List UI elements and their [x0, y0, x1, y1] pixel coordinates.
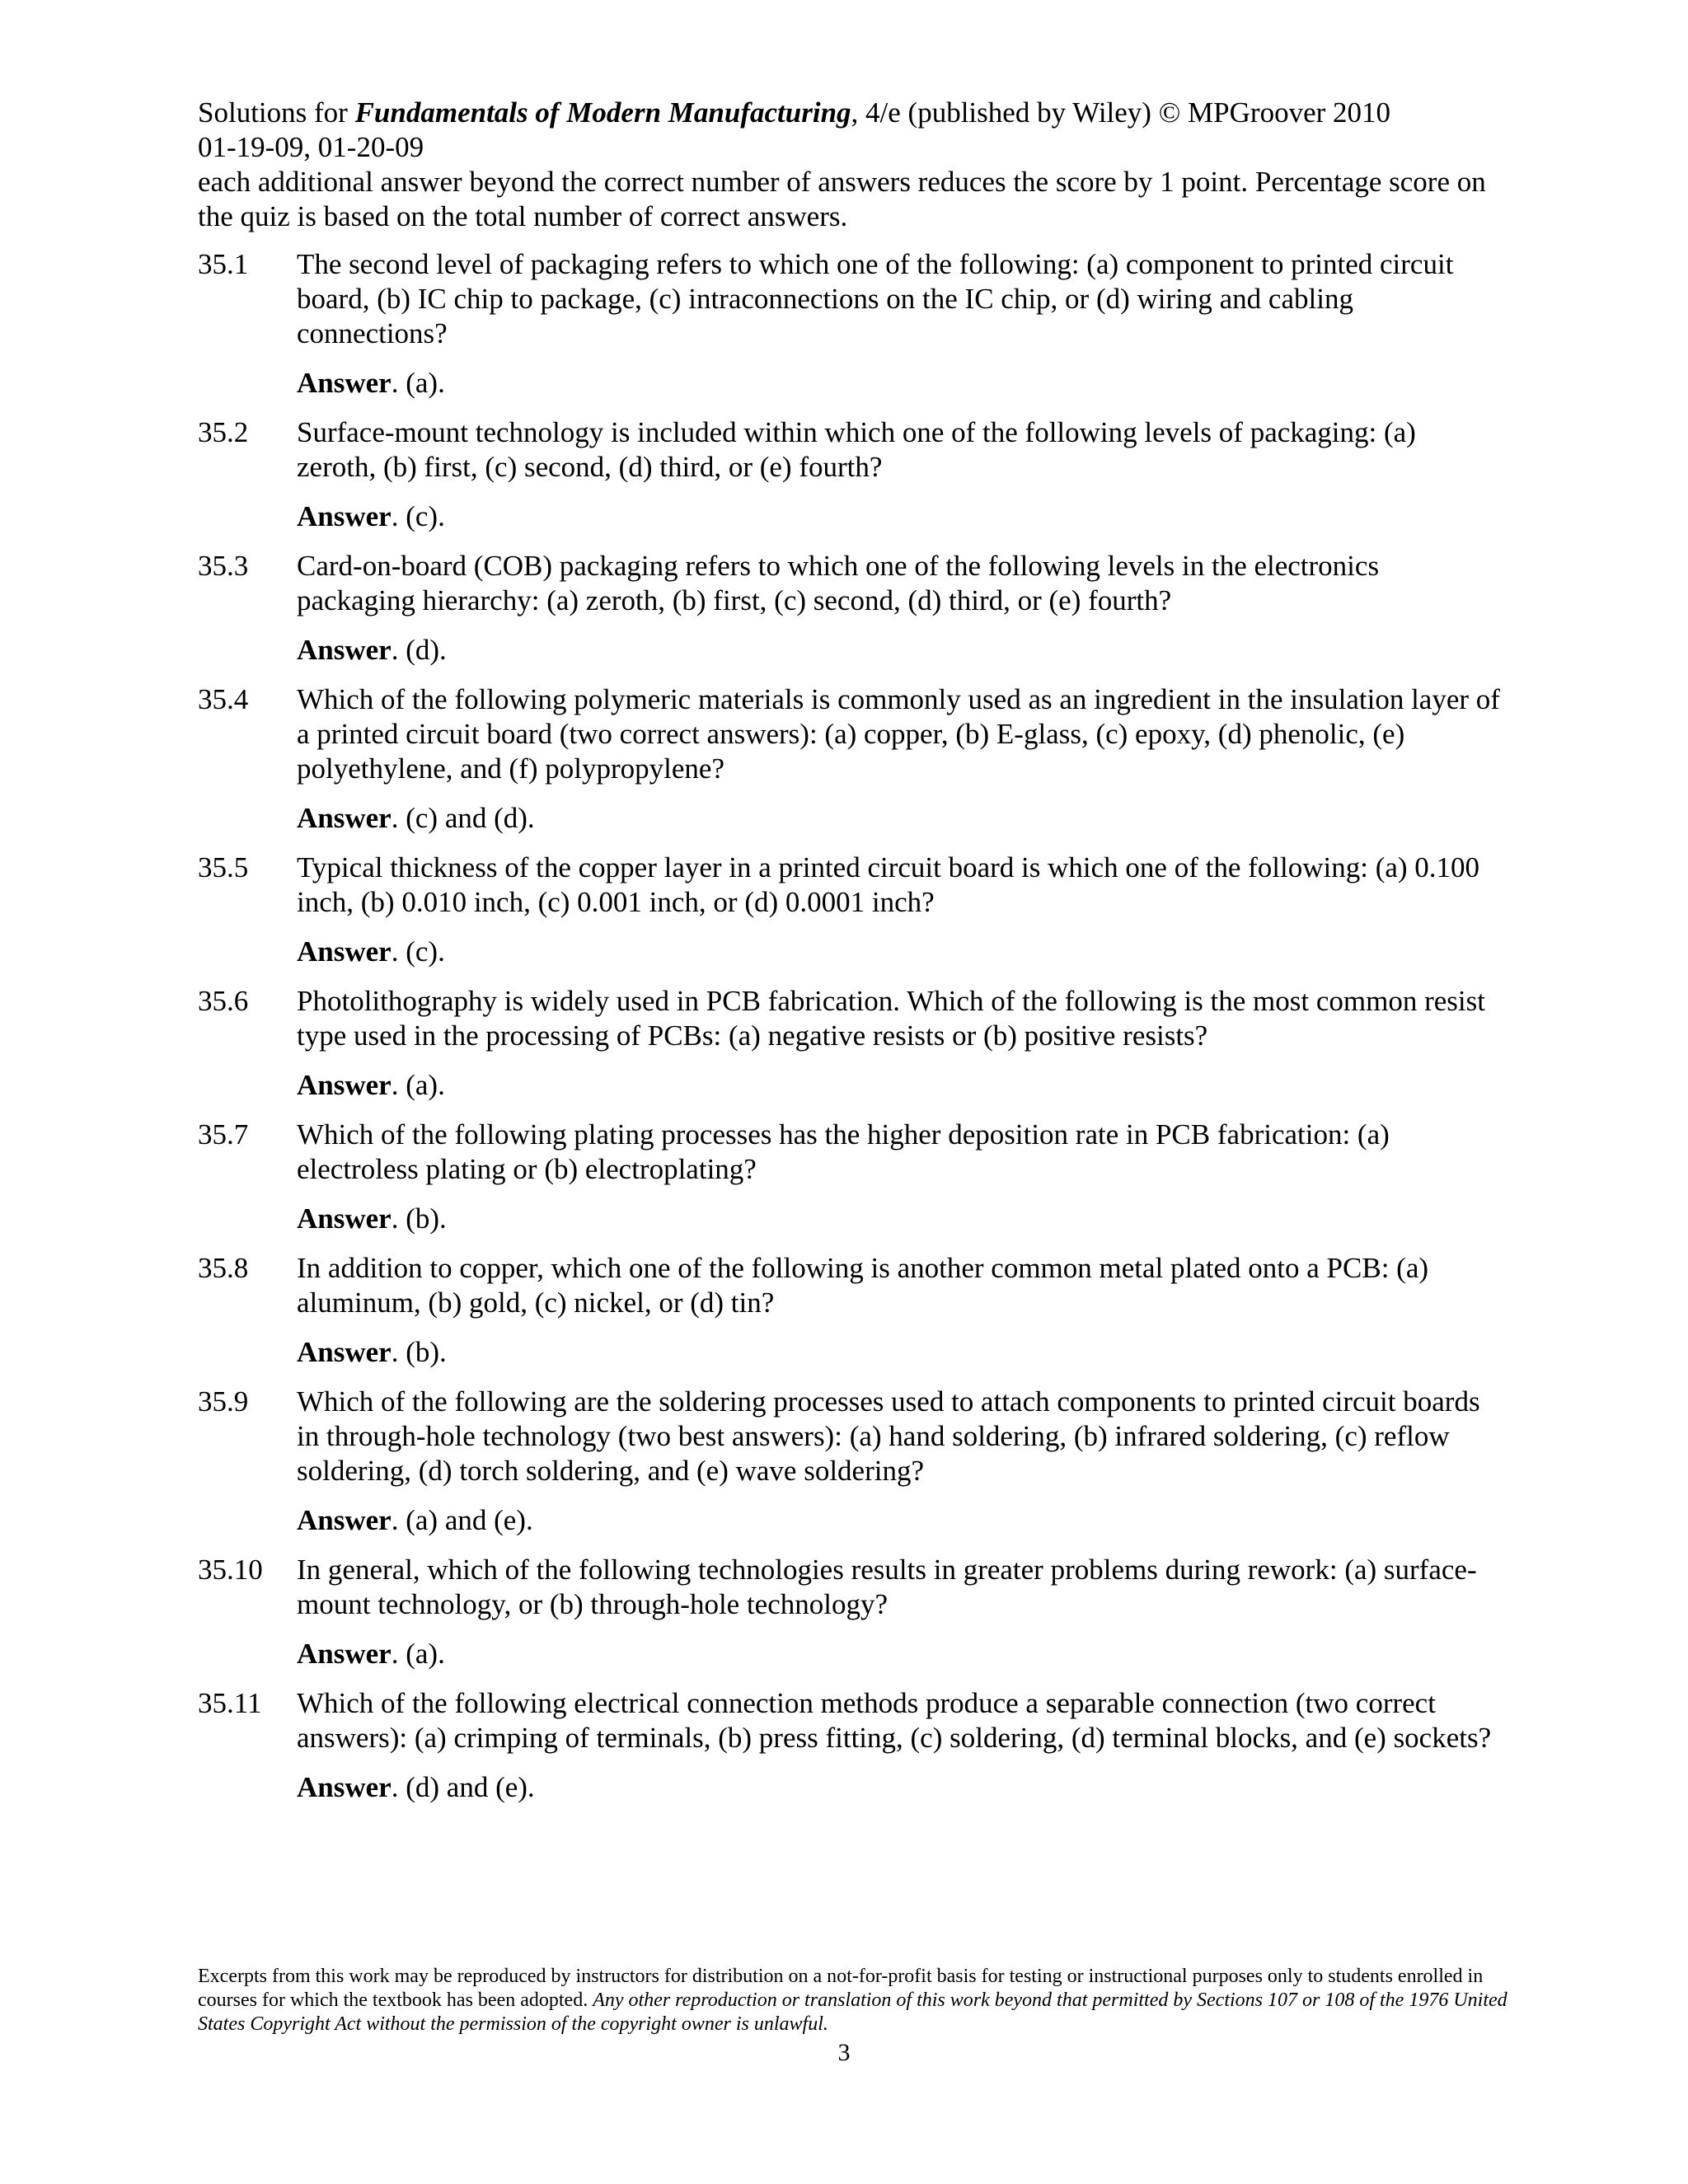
question-answer — [297, 1770, 1500, 1805]
question-number: 35.3 — [198, 550, 249, 582]
answer-value: . (c) and (d). — [391, 802, 535, 834]
book-title: Fundamentals of Modern Manufacturing — [354, 96, 851, 129]
question-answer — [297, 1335, 1500, 1370]
footer-italic-text: Any other reproduction or translation of this work beyond that permitted by Sections 107 or 108 of the 1976 United States Copyright Act without the permission of the copyright owner is unlawful. — [198, 1990, 1507, 2035]
question-answer — [297, 1068, 1500, 1103]
question-text: Surface-mount technology is included within which one of the following levels of packaging: (a) zeroth, (b) first, (c) second, (d) third, or (e) fourth? — [297, 416, 1416, 483]
question-item — [198, 1385, 1500, 1538]
question-item — [198, 415, 1500, 534]
question-text: In addition to copper, which one of the following is another common metal plated onto a PCB: (a) aluminum, (b) gold, (c) nickel, or (d) tin? — [297, 1252, 1429, 1319]
question-item — [198, 1686, 1500, 1805]
question-text: Which of the following electrical connection methods produce a separable connection (two correct answers): (a) crimping of terminals, (b) press fitting, (c) soldering, (d) terminal blocks, and (e) sockets? — [297, 1687, 1492, 1754]
answer-label: Answer — [297, 1336, 392, 1368]
question-number: 35.4 — [198, 683, 249, 715]
question-text: Typical thickness of the copper layer in a printed circuit board is which one of the following: (a) 0.100 inch, (b) 0.010 inch, (c) 0.001 inch, or (d) 0.0001 inch? — [297, 851, 1480, 918]
answer-value: . (a). — [391, 367, 445, 399]
question-answer — [297, 1202, 1500, 1236]
answer-label: Answer — [297, 1069, 392, 1101]
answer-label: Answer — [297, 1638, 392, 1670]
question-answer — [297, 1503, 1500, 1538]
question-text: Which of the following are the soldering processes used to attach components to printed circuit boards in through-hole technology (two best answers): (a) hand soldering, (b) infrared soldering, (c) reflow soldering, (d) torch soldering, and (e) wave soldering? — [297, 1385, 1480, 1487]
header-dates: 01-19-09, 01-20-09 — [198, 131, 424, 163]
question-answer — [297, 499, 1500, 534]
question-item — [198, 1118, 1500, 1236]
answer-label: Answer — [297, 1771, 392, 1803]
answer-value: . (c). — [391, 500, 445, 532]
page-header — [198, 96, 1517, 165]
answer-label: Answer — [297, 1504, 392, 1536]
intro-paragraph: each additional answer beyond the correct number of answers reduces the score by 1 point. Percentage score on the quiz is based on the total number of correct answers. — [198, 166, 1486, 232]
header-title-line — [198, 96, 1517, 130]
question-item — [198, 247, 1500, 401]
header-prefix: Solutions for — [198, 96, 355, 129]
answer-value: . (a). — [391, 1638, 445, 1670]
answer-value: . (d). — [391, 634, 447, 666]
question-item — [198, 682, 1500, 836]
question-number: 35.2 — [198, 416, 249, 448]
question-list — [198, 247, 1500, 1820]
question-number: 35.10 — [198, 1554, 263, 1586]
answer-label: Answer — [297, 367, 392, 399]
answer-value: . (c). — [391, 935, 445, 968]
answer-label: Answer — [297, 500, 392, 532]
question-text: In general, which of the following technologies results in greater problems during rework: (a) surface-mount technology, or (b) through-hole technology? — [297, 1554, 1477, 1620]
question-text: Card-on-board (COB) packaging refers to which one of the following levels in the electronics packaging hierarchy: (a) zeroth, (b) first, (c) second, (d) third, or (e) fourth? — [297, 550, 1380, 616]
question-answer — [297, 1637, 1500, 1671]
answer-label: Answer — [297, 935, 392, 968]
answer-value: . (b). — [391, 1336, 447, 1368]
question-item — [198, 549, 1500, 668]
answer-label: Answer — [297, 1202, 392, 1235]
answer-value: . (d) and (e). — [391, 1771, 535, 1803]
question-item — [198, 1251, 1500, 1370]
answer-value: . (a) and (e). — [391, 1504, 533, 1536]
question-answer — [297, 366, 1500, 401]
question-text: Which of the following plating processes has the higher deposition rate in PCB fabrication: (a) electroless plating or (b) electroplating? — [297, 1118, 1390, 1185]
question-number: 35.8 — [198, 1252, 249, 1284]
question-number: 35.11 — [198, 1687, 262, 1719]
question-item — [198, 984, 1500, 1103]
question-text: Photolithography is widely used in PCB fabrication. Which of the following is the most common resist type used in the processing of PCBs: (a) negative resists or (b) positive resists? — [297, 985, 1485, 1052]
header-suffix: , 4/e (published by Wiley) © MPGroover 2010 — [851, 96, 1391, 129]
question-number: 35.9 — [198, 1385, 249, 1418]
question-item — [198, 851, 1500, 969]
question-number: 35.1 — [198, 248, 249, 280]
question-answer — [297, 935, 1500, 969]
question-answer — [297, 633, 1500, 668]
footer-text: Excerpts from this work may be reproduced by instructors for distribution on a not-for-profit basis for testing or instructional purposes only to students enrolled in courses for which the textbook has been adopted. — [198, 1966, 1484, 2011]
question-text: Which of the following polymeric materials is commonly used as an ingredient in the insulation layer of a printed circuit board (two correct answers): (a) copper, (b) E-glass, (c) epoxy, (d) phenolic, (e) polyethylene, and (f) polypropylene? — [297, 683, 1500, 785]
page-number: 3 — [837, 2039, 851, 2066]
question-number: 35.6 — [198, 985, 249, 1017]
question-answer — [297, 801, 1500, 836]
answer-value: . (b). — [391, 1202, 447, 1235]
question-text: The second level of packaging refers to which one of the following: (a) component to printed circuit board, (b) IC chip to package, (c) intraconnections on the IC chip, or (d) wiring and cabling connections? — [297, 248, 1454, 349]
answer-value: . (a). — [391, 1069, 445, 1101]
question-number: 35.7 — [198, 1118, 249, 1151]
answer-label: Answer — [297, 634, 392, 666]
copyright-footer — [198, 1965, 1517, 2036]
answer-label: Answer — [297, 802, 392, 834]
question-item — [198, 1553, 1500, 1671]
question-number: 35.5 — [198, 851, 249, 883]
